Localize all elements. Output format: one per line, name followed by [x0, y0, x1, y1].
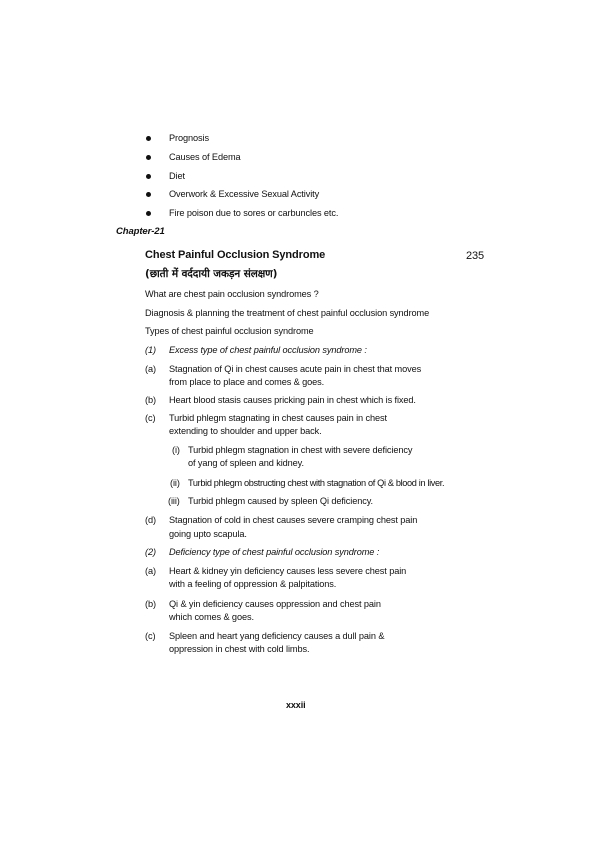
section-number: (1) — [145, 345, 156, 355]
subitem-text: Turbid phlegm caused by spleen Qi deficiency. — [188, 496, 373, 506]
section-title: Chest Painful Occlusion Syndrome — [145, 249, 326, 261]
subitem-text: Turbid phlegm obstructing chest with stagnation of Qi & blood in liver. — [188, 478, 445, 488]
page-footer-number: xxxii — [286, 700, 306, 710]
subitem-label: (i) — [172, 445, 180, 455]
item-label: (a) — [145, 364, 156, 374]
item-label: (b) — [145, 599, 156, 609]
item-label: (b) — [145, 395, 156, 405]
item-label: (c) — [145, 631, 156, 641]
bullet-icon — [146, 192, 151, 197]
item-label: (d) — [145, 515, 156, 525]
chapter-label: Chapter-21 — [116, 226, 165, 237]
item-text: Qi & yin deficiency causes oppression and chest pain — [169, 599, 381, 609]
item-text: Spleen and heart yang deficiency causes a dull pain & — [169, 631, 385, 641]
intro-line: What are chest pain occlusion syndromes ? — [145, 289, 319, 299]
page-number: 235 — [466, 250, 485, 262]
item-text: which comes & goes. — [169, 612, 254, 622]
bullet-item: Prognosis — [169, 133, 209, 143]
item-text: with a feeling of oppression & palpitations. — [169, 579, 337, 589]
hindi-title: (छाती में वर्ददायी जकड़न संलक्षण) — [145, 268, 278, 280]
subitem-text: Turbid phlegm stagnation in chest with severe deficiency — [188, 445, 413, 455]
bullet-icon — [146, 211, 151, 216]
bullet-icon — [146, 174, 151, 179]
item-label: (a) — [145, 566, 156, 576]
item-text: Heart & kidney yin deficiency causes less severe chest pain — [169, 566, 407, 576]
intro-line: Types of chest painful occlusion syndrome — [145, 326, 314, 336]
item-text: extending to shoulder and upper back. — [169, 426, 322, 436]
section-number: (2) — [145, 547, 156, 557]
item-text: Stagnation of Qi in chest causes acute pain in chest that moves — [169, 364, 422, 374]
bullet-icon — [146, 136, 151, 141]
bullet-item: Overwork & Excessive Sexual Activity — [169, 189, 320, 199]
bullet-item: Causes of Edema — [169, 152, 241, 162]
intro-line: Diagnosis & planning the treatment of chest painful occlusion syndrome — [145, 308, 430, 318]
bullet-item: Fire poison due to sores or carbuncles etc. — [169, 208, 339, 218]
subitem-text: of yang of spleen and kidney. — [188, 458, 304, 468]
item-text: Stagnation of cold in chest causes severe cramping chest pain — [169, 515, 418, 525]
item-label: (c) — [145, 413, 156, 423]
item-text: oppression in chest with cold limbs. — [169, 644, 310, 654]
item-text: Heart blood stasis causes pricking pain in chest which is fixed. — [169, 395, 416, 405]
subsection-heading: Excess type of chest painful occlusion syndrome : — [169, 345, 367, 355]
subitem-label: (iii) — [168, 496, 180, 506]
item-text: from place to place and comes & goes. — [169, 377, 325, 387]
bullet-item: Diet — [169, 171, 185, 181]
bullet-icon — [146, 155, 151, 160]
item-text: going upto scapula. — [169, 529, 247, 539]
item-text: Turbid phlegm stagnating in chest causes pain in chest — [169, 413, 387, 423]
subsection-heading: Deficiency type of chest painful occlusion syndrome : — [169, 547, 380, 557]
subitem-label: (ii) — [170, 478, 180, 488]
